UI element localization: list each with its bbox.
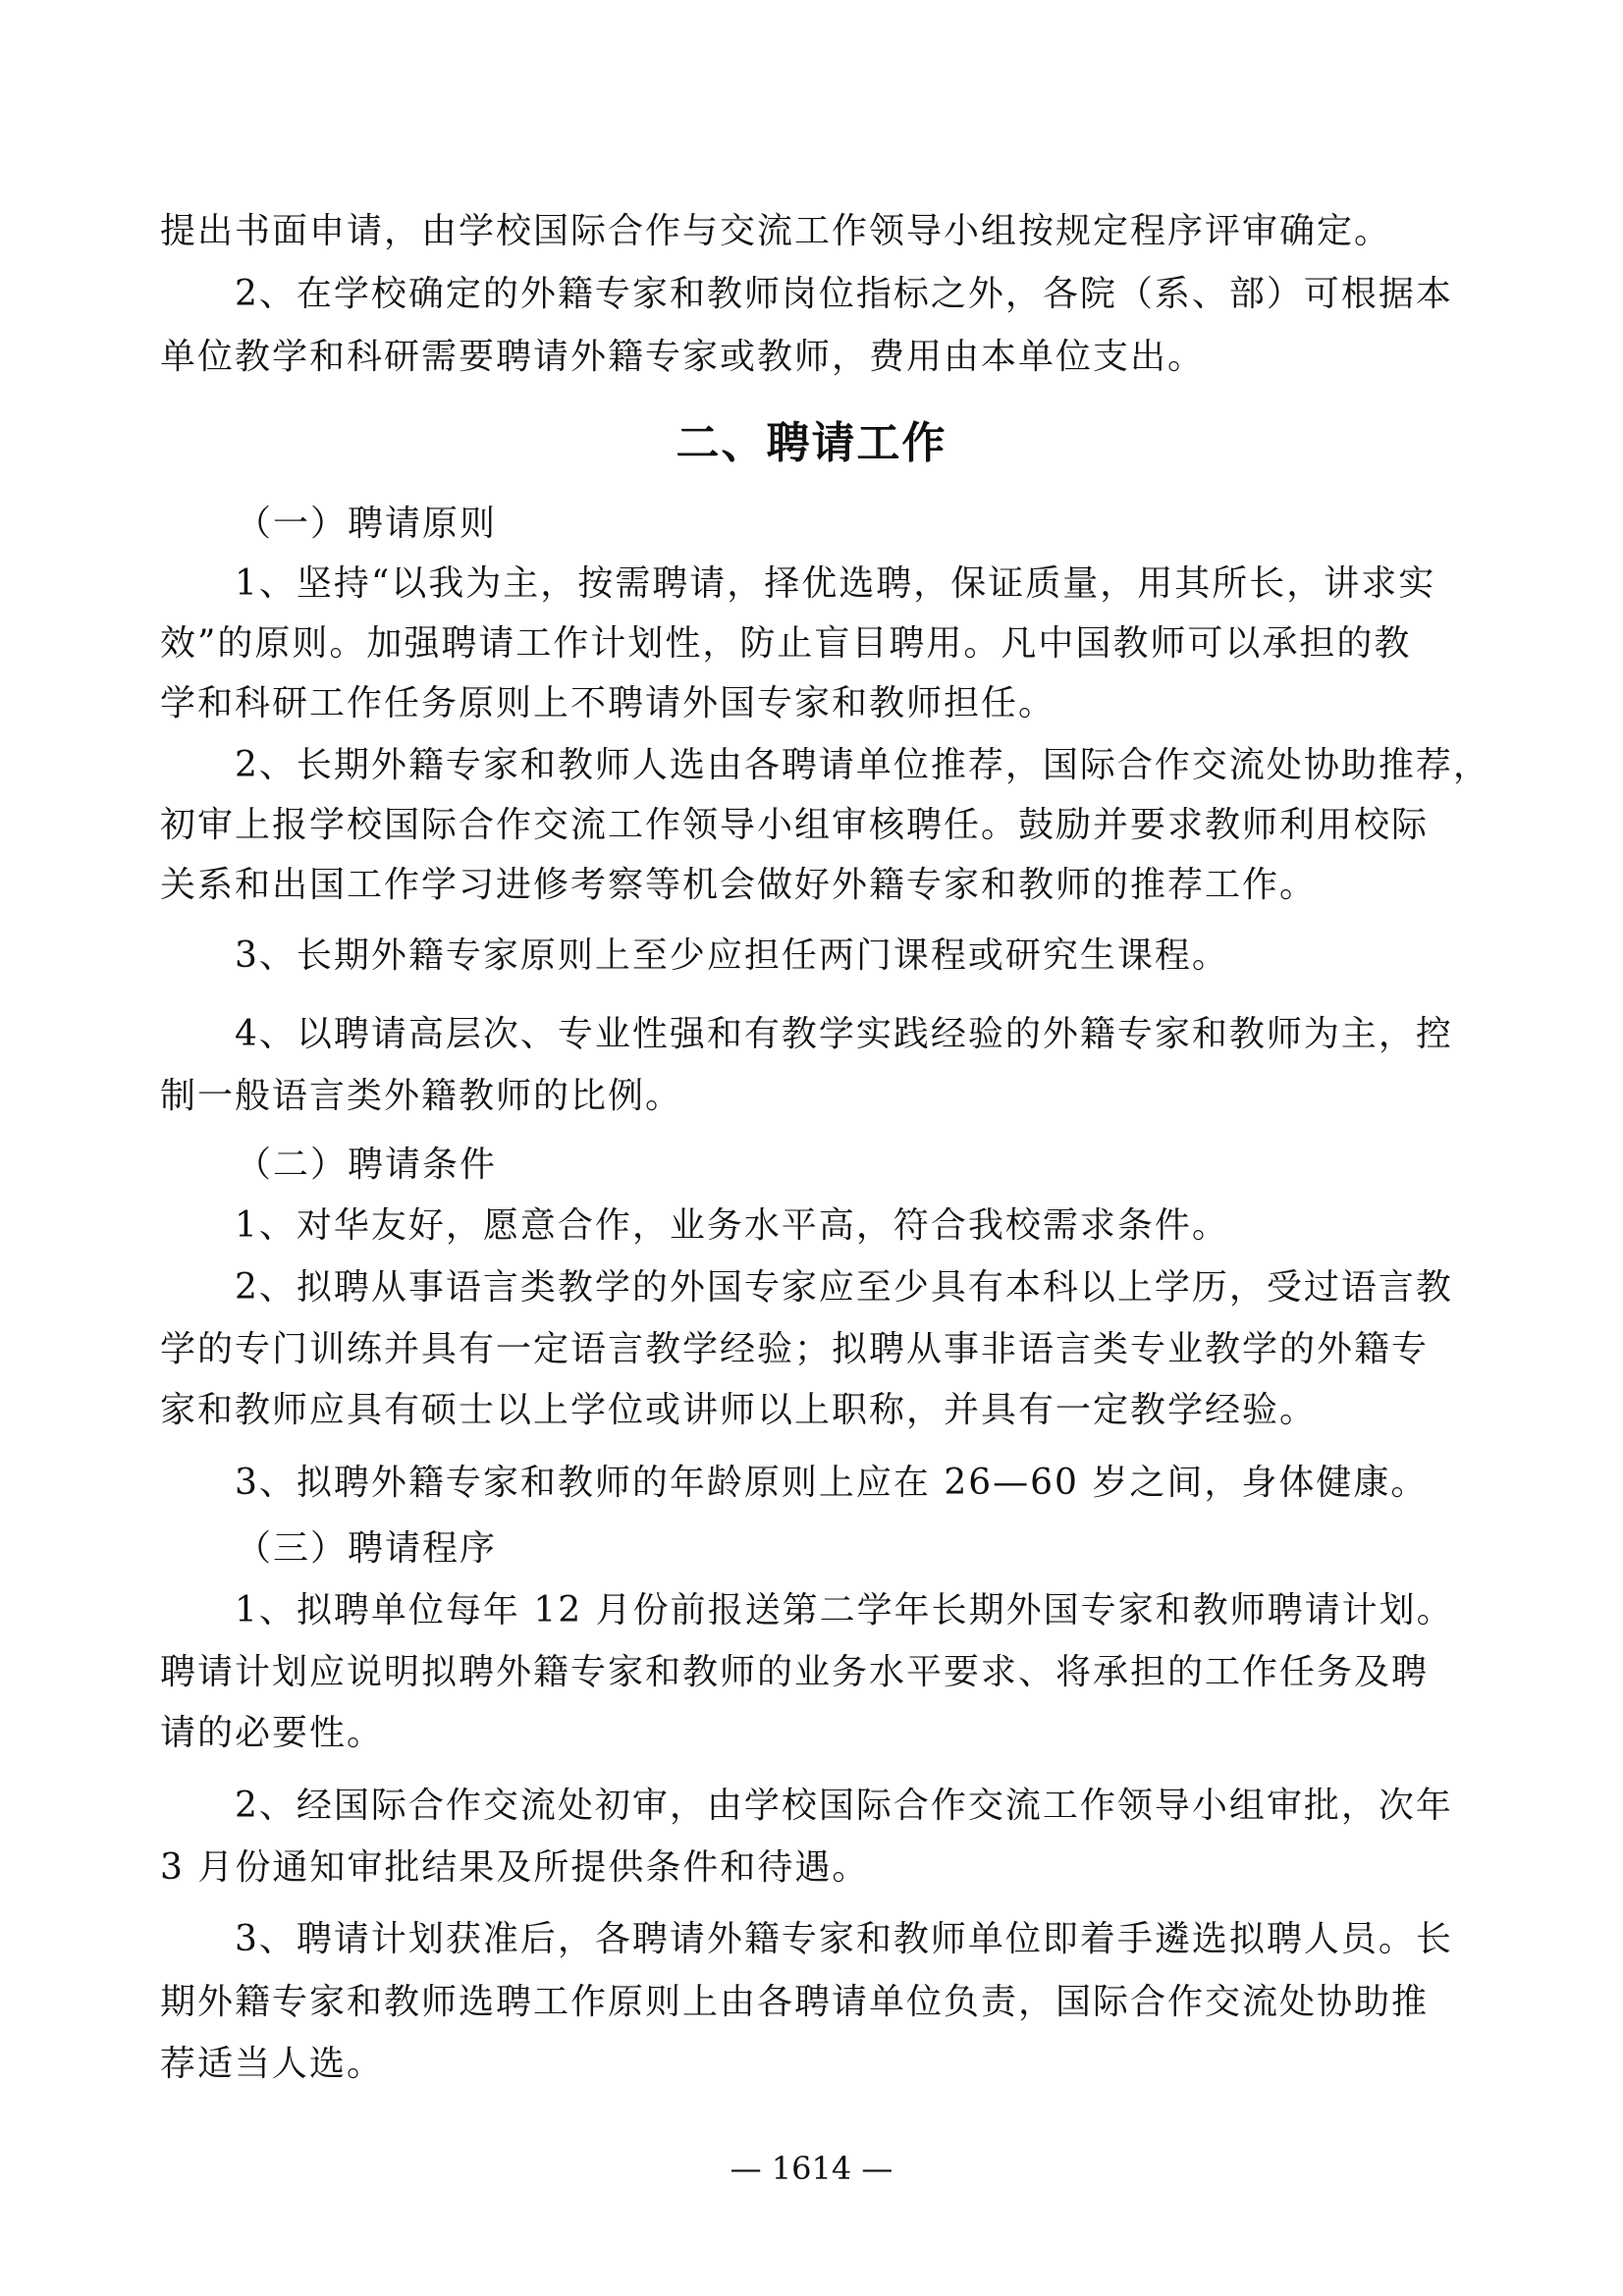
body-line: 1、拟聘单位每年 12 月份前报送第二学年长期外国专家和教师聘请计划。: [160, 1590, 1454, 1630]
page-number: — 1614 —: [730, 2150, 893, 2187]
body-line: 单位教学和科研需要聘请外籍专家或教师，费用由本单位支出。: [160, 337, 1206, 377]
body-line: 荐适当人选。: [160, 2044, 385, 2084]
subsection-heading: （三）聘请程序: [236, 1528, 498, 1569]
body-line: 4、以聘请高层次、专业性强和有教学实践经验的外籍专家和教师为主，控: [160, 1014, 1453, 1054]
body-line: 2、在学校确定的外籍专家和教师岗位指标之外，各院（系、部）可根据本: [160, 274, 1453, 314]
body-line: 3 月份通知审批结果及所提供条件和待遇。: [160, 1847, 870, 1888]
body-line: 2、经国际合作交流处初审，由学校国际合作交流工作领导小组审批，次年: [160, 1786, 1453, 1826]
body-line: 3、聘请计划获准后，各聘请外籍专家和教师单位即着手遴选拟聘人员。长: [160, 1919, 1453, 1959]
body-line: 关系和出国工作学习进修考察等机会做好外籍专家和教师的推荐工作。: [160, 865, 1318, 905]
body-line: 2、长期外籍专家和教师人选由各聘请单位推荐，国际合作交流处协助推荐，: [160, 745, 1490, 785]
body-line: 期外籍专家和教师选聘工作原则上由各聘请单位负责，国际合作交流处协助推: [160, 1982, 1430, 2022]
body-line: 3、拟聘外籍专家和教师的年龄原则上应在 26—60 岁之间，身体健康。: [160, 1463, 1429, 1503]
subsection-heading: （二）聘请条件: [236, 1145, 498, 1185]
subsection-heading: （一）聘请原则: [236, 504, 498, 544]
body-line: 学和科研工作任务原则上不聘请外国专家和教师担任。: [160, 683, 1056, 723]
body-line: 2、拟聘从事语言类教学的外国专家应至少具有本科以上学历，受过语言教: [160, 1267, 1453, 1308]
body-line: 家和教师应具有硕士以上学位或讲师以上职称，并具有一定教学经验。: [160, 1390, 1318, 1430]
body-line: 效”的原则。加强聘请工作计划性，防止盲目聘用。凡中国教师可以承担的教: [160, 623, 1412, 664]
body-line: 学的专门训练并具有一定语言教学经验；拟聘从事非语言类专业教学的外籍专: [160, 1329, 1430, 1369]
body-line: 提出书面申请，由学校国际合作与交流工作领导小组按规定程序评审确定。: [160, 211, 1392, 251]
body-line: 1、对华友好，愿意合作，业务水平高，符合我校需求条件。: [160, 1205, 1229, 1246]
body-line: 聘请计划应说明拟聘外籍专家和教师的业务水平要求、将承担的工作任务及聘: [160, 1652, 1430, 1692]
section-heading: 二、聘请工作: [676, 418, 947, 468]
body-line: 请的必要性。: [160, 1713, 385, 1753]
body-line: 1、坚持“以我为主，按需聘请，择优选聘，保证质量，用其所长，讲求实: [160, 563, 1436, 604]
body-line: 制一般语言类外籍教师的比例。: [160, 1076, 683, 1116]
body-line: 3、长期外籍专家原则上至少应担任两门课程或研究生课程。: [160, 935, 1229, 976]
body-line: 初审上报学校国际合作交流工作领导小组审核聘任。鼓励并要求教师利用校际: [160, 805, 1430, 845]
